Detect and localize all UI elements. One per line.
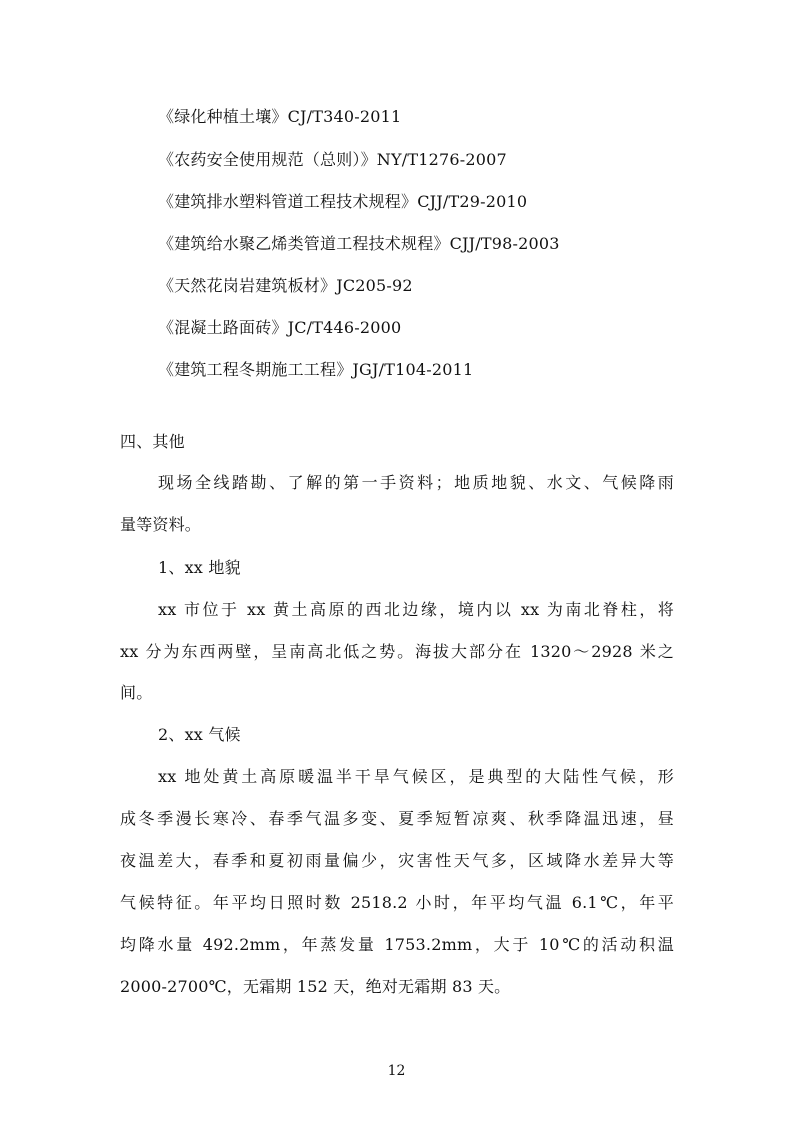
section-heading: 四、其他	[120, 432, 185, 451]
subsection-heading: 2、xx 气候	[158, 725, 241, 744]
paragraph-line: 2000-2700℃，无霜期 152 天，绝对无霜期 83 天。	[120, 977, 511, 996]
reference-item: 《建筑给水聚乙烯类管道工程技术规程》CJJ/T98-2003	[158, 234, 560, 253]
subsection-heading: 1、xx 地貌	[158, 558, 241, 577]
paragraph-line: 成冬季漫长寒冷、春季气温多变、夏季短暂凉爽、秋季降温迅速，昼	[120, 809, 674, 828]
reference-item: 《建筑排水塑料管道工程技术规程》CJJ/T29-2010	[158, 192, 528, 211]
reference-item: 《绿化种植土壤》CJ/T340-2011	[158, 107, 402, 126]
paragraph-line: 间。	[120, 683, 153, 702]
reference-item: 《混凝土路面砖》JC/T446-2000	[158, 318, 402, 337]
reference-item: 《天然花岗岩建筑板材》JC205-92	[158, 276, 413, 295]
paragraph-line: 量等资料。	[120, 515, 202, 534]
page-number: 12	[387, 1063, 406, 1079]
paragraph-line: 气候特征。年平均日照时数 2518.2 小时，年平均气温 6.1℃，年平	[120, 893, 674, 912]
reference-item: 《建筑工程冬期施工工程》JGJ/T104-2011	[158, 360, 474, 379]
paragraph-line: xx 市位于 xx 黄土高原的西北边缘，境内以 xx 为南北脊柱，将	[158, 600, 674, 619]
reference-item: 《农药安全使用规范（总则）》NY/T1276-2007	[158, 150, 507, 169]
paragraph-line: xx 分为东西两壁，呈南高北低之势。海拔大部分在 1320～2928 米之	[120, 642, 674, 661]
paragraph-line: 均降水量 492.2mm，年蒸发量 1753.2mm，大于 10℃的活动积温	[120, 935, 674, 954]
paragraph-line: xx 地处黄土高原暖温半干旱气候区，是典型的大陆性气候，形	[158, 767, 674, 786]
paragraph-line: 现场全线踏勘、了解的第一手资料；地质地貌、水文、气候降雨	[158, 473, 674, 492]
paragraph-line: 夜温差大，春季和夏初雨量偏少，灾害性天气多，区域降水差异大等	[120, 851, 674, 870]
